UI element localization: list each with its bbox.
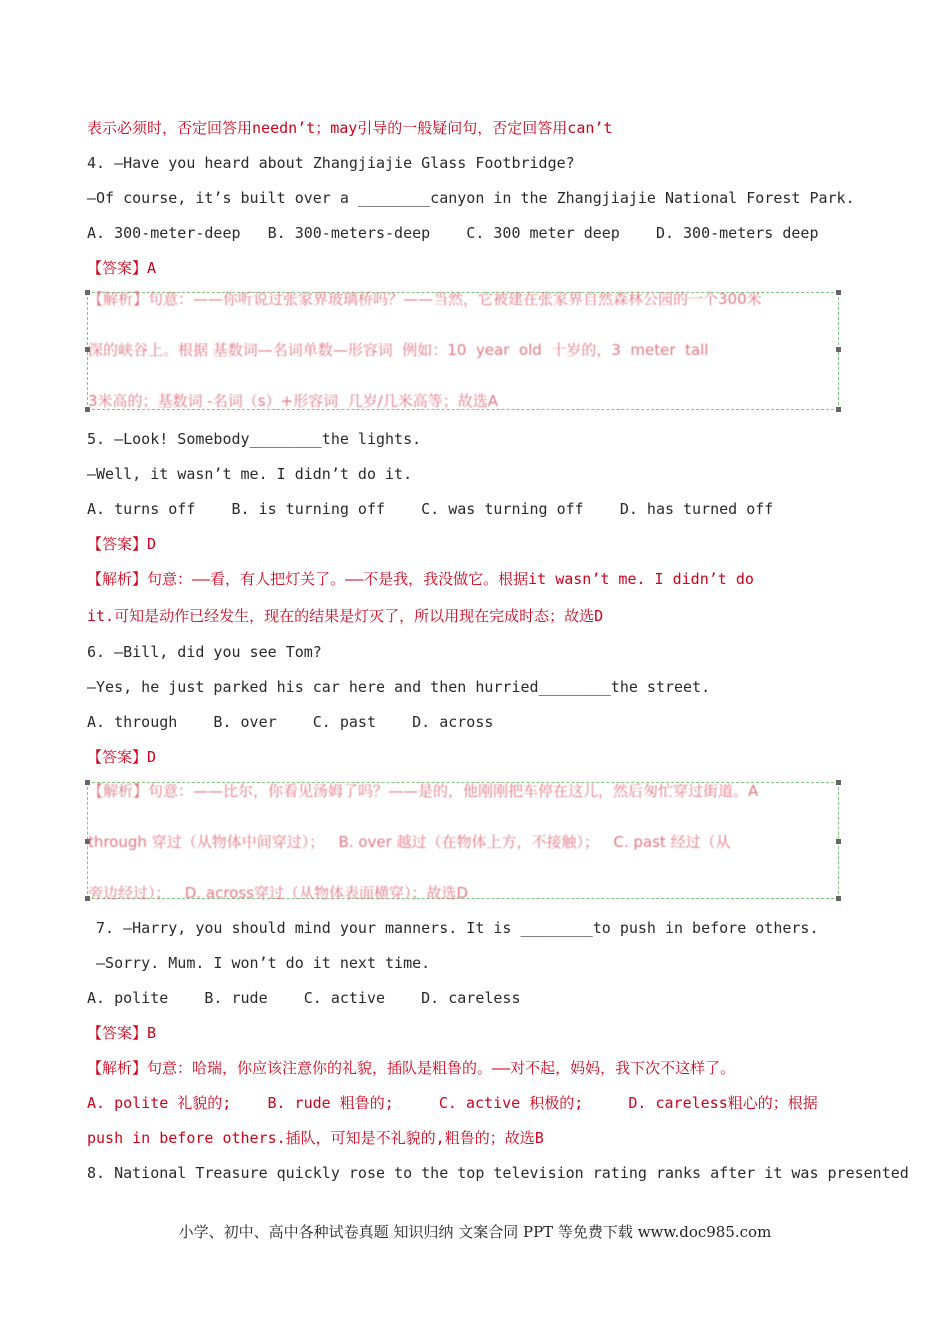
question-6-text: 6. —Bill, did you see Tom? (87, 643, 322, 661)
q4-explanation-row-1: 【解析】句意：——你听说过张家界玻璃桥吗？——当然，它被建在张家界自然森林公园的一个300米 (88, 290, 762, 308)
question-4-options: A. 300-meter-deep B. 300-meters-deep C. 300 meter deep D. 300-meters deep (87, 224, 819, 242)
question-5-text: 5. —Look! Somebody________the lights. (87, 430, 422, 448)
question-5-explanation-1: 【解析】句意：——看，有人把灯关了。——不是我，我没做它。根据it wasn’t me. I didn’t do (87, 570, 754, 588)
question-5-options: A. turns off B. is turning off C. was turning off D. has turned off (87, 500, 774, 518)
question-5-reply: —Well, it wasn’t me. I didn’t do it. (87, 465, 413, 483)
previous-explanation-tail: 表示必须时，否定回答用needn’t；may引导的一般疑问句，否定回答用can’t (87, 119, 613, 137)
question-7-text: 7. —Harry, you should mind your manners. It is ________to push in before others. (87, 919, 819, 937)
question-6-reply: —Yes, he just parked his car here and then hurried________the street. (87, 678, 711, 696)
question-7-explanation-3: push in before others.插队，可知是不礼貌的,粗鲁的；故选B (87, 1129, 544, 1147)
question-6-explanation-box (87, 782, 839, 902)
q6-explanation-row-3: 旁边经过）； D. across穿过（从物体表面横穿）；故选D (88, 884, 469, 902)
q4-explanation-row-3: 3米高的；基数词 -名词（s）+形容词 几岁/几米高等；故选A (88, 392, 498, 410)
question-8-text: 8. National Treasure quickly rose to the top television rating ranks after it was presented (87, 1164, 909, 1182)
q6-explanation-row-1: 【解析】句意：——比尔，你看见汤姆了吗？——是的，他刚刚把车停在这儿，然后匆忙穿过街道。A (88, 782, 759, 800)
question-4-text: 4. —Have you heard about Zhangjiajie Glass Footbridge? (87, 154, 575, 172)
question-7-reply: —Sorry. Mum. I won’t do it next time. (87, 954, 431, 972)
question-7-explanation-2: A. polite 礼貌的; B. rude 粗鲁的; C. active 积极的; D. careless粗心的；根据 (87, 1094, 818, 1112)
question-5-answer: 【答案】D (87, 535, 157, 553)
question-5-explanation-2: it.可知是动作已经发生，现在的结果是灯灭了，所以用现在完成时态；故选D (87, 607, 604, 625)
question-7-explanation-1: 【解析】句意：哈瑞，你应该注意你的礼貌，插队是粗鲁的。——对不起，妈妈，我下次不这样了。 (87, 1059, 736, 1077)
question-4-reply: —Of course, it’s built over a ________canyon in the Zhangjiajie National Forest Park. (87, 189, 855, 207)
page-footer: 小学、初中、高中各种试卷真题 知识归纳 文案合同 PPT 等免费下载 www.doc985.com (178, 1223, 772, 1241)
question-4-answer: 【答案】A (87, 259, 157, 277)
question-6-answer: 【答案】D (87, 748, 157, 766)
q6-explanation-row-2: through 穿过（从物体中间穿过）； B. over 越过（在物体上方，不接触）； C. past 经过（从 (88, 833, 731, 851)
question-4-explanation-box (87, 292, 839, 410)
q4-explanation-row-2: 深的峡谷上。根据 基数词—名词单数—形容词 例如：10 year old 十岁的，3 meter tall (88, 341, 709, 359)
question-6-options: A. through B. over C. past D. across (87, 713, 494, 731)
question-7-options: A. polite B. rude C. active D. careless (87, 989, 521, 1007)
question-7-answer: 【答案】B (87, 1024, 157, 1042)
